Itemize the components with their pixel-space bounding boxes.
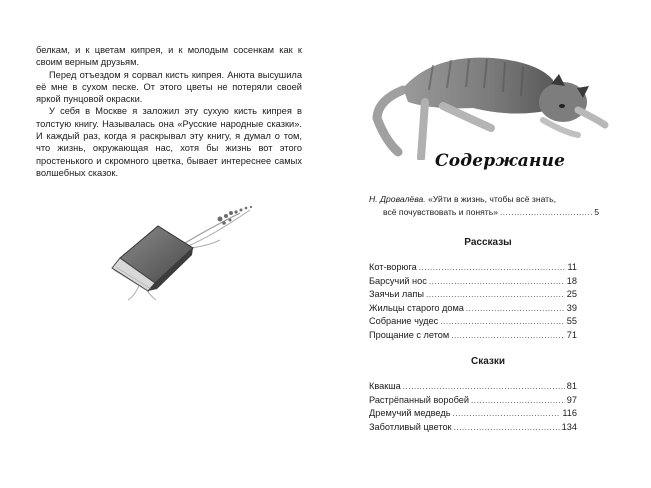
toc-item-title: Кот-ворюга (369, 262, 417, 272)
toc-item-title: Барсучий нос (369, 275, 427, 286)
intro-title-line1: «Уйти в жизнь, чтобы всё знать, (428, 194, 556, 204)
toc-item[interactable] (369, 394, 577, 408)
leader-dots (452, 408, 560, 421)
paragraph: белкам, и к цветам кипрея, и к молодым сосенкам как к своим верным друзьям. (36, 45, 302, 68)
leader-dots (419, 262, 566, 275)
leader-dots (454, 422, 560, 435)
toc-item[interactable] (369, 288, 577, 302)
toc-item[interactable] (369, 421, 577, 435)
toc-item[interactable] (369, 329, 577, 343)
leader-dots (471, 395, 565, 408)
story-text (36, 44, 302, 179)
book-flower-illustration (100, 188, 265, 303)
leader-dots (429, 276, 565, 289)
toc-item-title: Заячьи лапы (369, 289, 424, 300)
right-page (325, 0, 651, 488)
leader-dots (466, 303, 565, 316)
toc-item[interactable] (369, 302, 577, 316)
leader-dots (440, 316, 565, 329)
leader-dots (500, 207, 592, 220)
toc-item-page: 71 (566, 329, 577, 340)
toc-item-title: Собрание чудес (369, 316, 439, 327)
toc-item-page: 39 (566, 302, 577, 313)
toc-item-title: Растрёпанный воробей (369, 394, 469, 405)
intro-author: Н. Дровалёва. (369, 194, 426, 204)
toc-item-page: 81 (566, 381, 577, 391)
toc-item-page: 116 (562, 408, 577, 419)
toc-item-title: Жильцы старого дома (369, 302, 464, 313)
intro-page: 5 (594, 206, 599, 217)
toc-item[interactable] (369, 261, 577, 275)
toc-item[interactable] (369, 407, 577, 421)
toc-item-page: 55 (566, 316, 577, 327)
toc-item[interactable] (369, 275, 577, 289)
toc-item-page: 134 (561, 421, 577, 432)
section-heading-tales: Сказки (470, 356, 506, 367)
toc-item-title: Квакша (369, 381, 401, 391)
toc-list-stories (369, 261, 577, 343)
paragraph: Перед отъездом я сорвал кисть кипрея. Анюта высушила её мне в сухом песке. От этого цветы не потеряли своей яркой пунцовой окраски. (36, 69, 302, 105)
toc-item-page: 25 (566, 289, 577, 300)
cat-illustration (363, 40, 613, 160)
section-heading-stories: Рассказы (464, 237, 512, 248)
toc-item-title: Заботливый цветок (369, 421, 452, 432)
toc-item-page: 11 (567, 262, 577, 272)
toc-list-tales (369, 380, 577, 434)
toc-title: Содержание (435, 151, 566, 171)
leader-dots (426, 289, 565, 302)
toc-item[interactable] (369, 315, 577, 329)
toc-item-title: Дремучий медведь (369, 408, 451, 419)
paragraph: У себя в Москве я заложил эту сухую кисть кипрея в толстую книгу. Называлась она «Русские народные сказки». И каждый раз, когда я раскрывал эту книгу, я думал о том, что жизнь, окружающая нас, хотя бы жизнь вот этого простенького и скромного цветка, бывает интереснее самых волшебных сказок. (36, 106, 302, 178)
intro-title-line2: всё почувствовать и понять» (383, 206, 498, 217)
toc-intro-entry (369, 193, 599, 219)
leader-dots (403, 381, 565, 394)
toc-item[interactable] (369, 380, 577, 394)
left-page (0, 0, 325, 488)
toc-item-title: Прощание с летом (369, 329, 450, 340)
toc-item-page: 18 (566, 275, 577, 286)
leader-dots (451, 330, 565, 343)
toc-item-page: 97 (566, 394, 577, 405)
